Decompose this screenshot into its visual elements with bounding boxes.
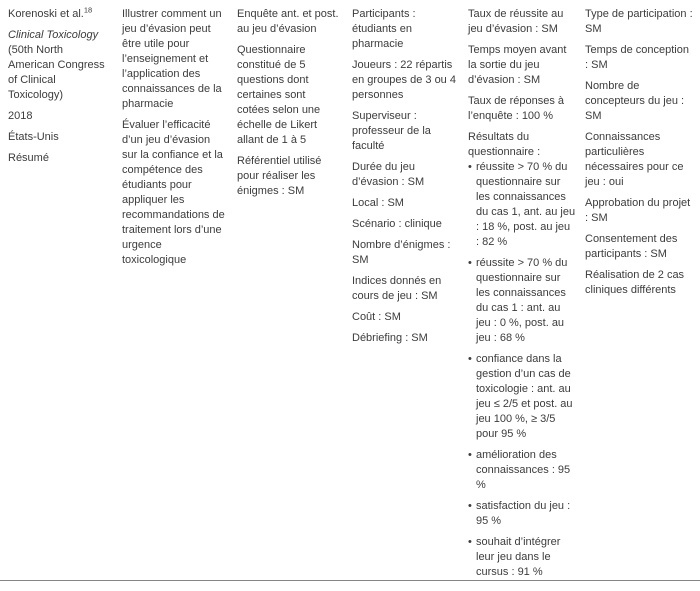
setting-paragraph: Local : SM [352,197,404,209]
setting-paragraph: Joueurs : 22 répartis en groupes de 3 ou 4 personnes [352,59,456,101]
result-bullet-item: • réussite > 70 % du questionnaire sur les connaissances du cas 1 : ant. au jeu : 0 %, post. au jeu : 68 % [468,256,576,346]
other-paragraph: Temps de conception : SM [585,44,689,71]
authors-text: Korenoski et al. [8,8,84,20]
objective-paragraph: Illustrer comment un jeu d’évasion peut être utile pour l’enseignement et l’application des connaissances de la pharmacie [122,8,222,110]
journal-name: Clinical Toxicology [8,29,99,41]
other-paragraph: Consentement des participants : SM [585,233,678,260]
setting-paragraph: Superviseur : professeur de la faculté [352,110,431,152]
setting-paragraph: Coût : SM [352,311,401,323]
results-paragraphs [468,7,576,160]
result-paragraph: Taux de réussite au jeu d’évasion : SM [468,8,564,35]
setting-column [352,7,468,586]
objectives-column [122,7,237,586]
method-paragraph: Référentiel utilisé pour réaliser les énigmes : SM [237,155,322,197]
study-country: États-Unis [8,131,59,143]
study-column [8,7,122,586]
setting-paragraph: Indices donnés en cours de jeu : SM [352,275,442,302]
reference-superscript: 18 [83,5,93,15]
objective-paragraph: Évaluer l’efficacité d’un jeu d’évasion sur la confiance et la compétence des étudiants pour appliquer les recommandations de traitement lors d’une urgence toxicologique [122,119,225,266]
methods-column [237,7,352,586]
journal-note: (50th North American Congress of Clinical Toxicology) [8,44,105,101]
setting-paragraph: Nombre d’énigmes : SM [352,239,451,266]
other-paragraph: Approbation du projet : SM [585,197,691,224]
other-column [585,7,698,586]
result-paragraph: Résultats du questionnaire : [468,131,541,158]
result-bullet-item: • satisfaction du jeu : 95 % [468,499,576,529]
study-year: 2018 [8,110,33,122]
setting-paragraph: Participants : étudiants en pharmacie [352,8,416,50]
study-authors [8,7,111,22]
result-bullet-item: • souhait d’intégrer leur jeu dans le cursus : 91 % [468,535,576,580]
result-bullet-item: • réussite > 70 % du questionnaire sur les connaissances du cas 1, ant. au jeu : 18 %, post. au jeu : 82 % [468,160,576,250]
result-paragraph: Temps moyen avant la sortie du jeu d’évasion : SM [468,44,567,86]
result-bullet-item: • amélioration des connaissances : 95 % [468,448,576,493]
result-bullet-item: • confiance dans la gestion d’un cas de toxicologie : ant. au jeu ≤ 2/5 et post. au jeu 100 %, ≥ 3/5 pour 95 % [468,352,576,442]
study-publication-type: Résumé [8,152,49,164]
results-column [468,7,585,586]
results-bullet-list [468,160,576,580]
setting-paragraph: Débriefing : SM [352,332,428,344]
study-journal [8,28,111,103]
setting-paragraph: Durée du jeu d’évasion : SM [352,161,425,188]
table-bottom-rule [0,580,700,581]
method-paragraph: Enquête ant. et post. au jeu d’évasion [237,8,339,35]
setting-paragraph: Scénario : clinique [352,218,442,230]
method-paragraph: Questionnaire constitué de 5 questions dont certaines sont cotées selon une échelle de Likert allant de 1 à 5 [237,44,321,146]
other-paragraph: Type de participation : SM [585,8,693,35]
other-paragraph: Réalisation de 2 cas cliniques différents [585,269,685,296]
other-paragraph: Nombre de concepteurs du jeu : SM [585,80,685,122]
result-paragraph: Taux de réponses à l’enquête : 100 % [468,95,565,122]
other-paragraph: Connaissances particulières nécessaires pour ce jeu : oui [585,131,684,188]
